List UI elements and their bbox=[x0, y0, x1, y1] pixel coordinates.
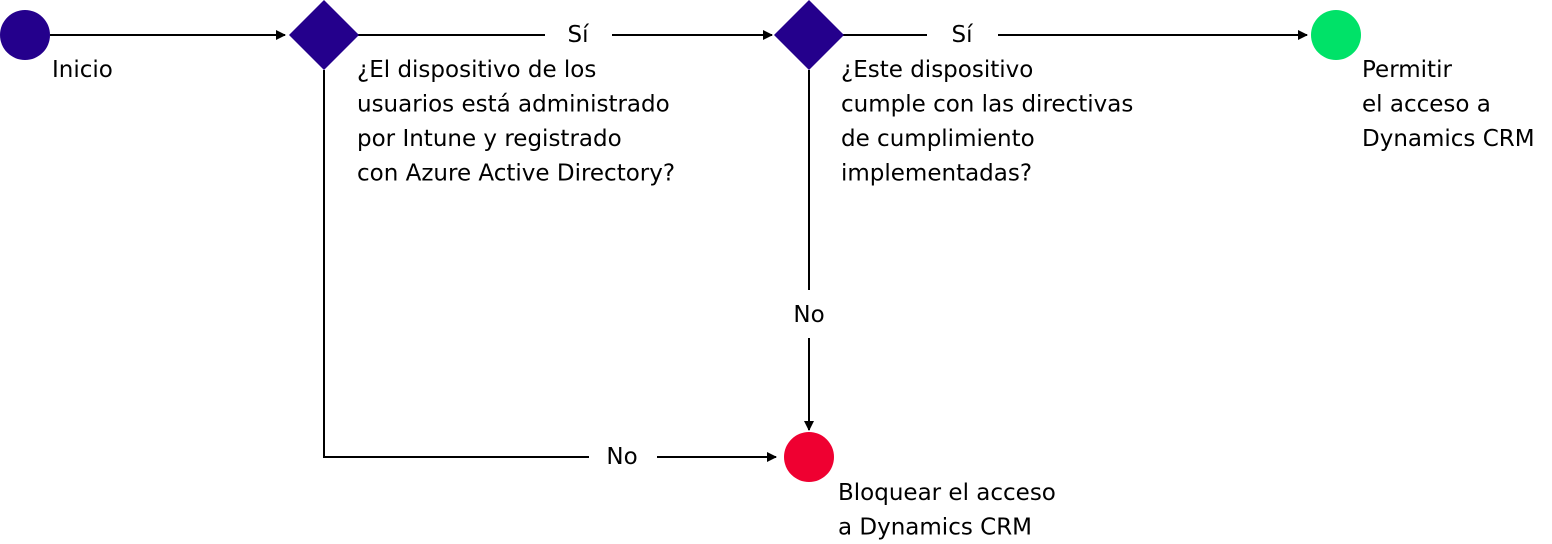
start-label: Inicio bbox=[52, 57, 113, 83]
decision1-label-line: ¿El dispositivo de los bbox=[357, 57, 597, 83]
edge-label-decision2-yes: Sí bbox=[951, 22, 973, 48]
decision2-label-line: implementadas? bbox=[841, 160, 1033, 187]
decision1-diamond bbox=[289, 0, 359, 70]
allow-label-line: Dynamics CRM bbox=[1362, 126, 1535, 152]
decision1-label-line: por Intune y registrado bbox=[357, 126, 622, 152]
block-node bbox=[784, 432, 834, 482]
decision2-label bbox=[841, 57, 1141, 187]
decision2-label-line: cumple con las directivas bbox=[841, 91, 1134, 118]
start-node bbox=[0, 10, 50, 60]
decision1-label bbox=[357, 57, 677, 187]
allow-label-line: el acceso a bbox=[1362, 91, 1491, 118]
decision1-label-line: con Azure Active Directory? bbox=[357, 160, 676, 187]
decision1-label-line: usuarios está administrado bbox=[357, 91, 670, 118]
edge-label-decision1-yes: Sí bbox=[567, 22, 589, 48]
edge-label-decision2-no: No bbox=[793, 302, 825, 328]
allow-label bbox=[1362, 57, 1535, 152]
decision2-label-line: de cumplimiento bbox=[841, 126, 1035, 152]
block-label-line: Bloquear el acceso bbox=[838, 480, 1056, 506]
decision2-diamond bbox=[774, 0, 844, 70]
decision2-label-line: ¿Este dispositivo bbox=[841, 57, 1034, 83]
allow-label-line: Permitir bbox=[1362, 57, 1452, 83]
block-label bbox=[838, 480, 1063, 541]
allow-node bbox=[1311, 10, 1361, 60]
block-label-line: a Dynamics CRM bbox=[838, 514, 1033, 541]
edge-label-decision1-no: No bbox=[606, 444, 638, 470]
